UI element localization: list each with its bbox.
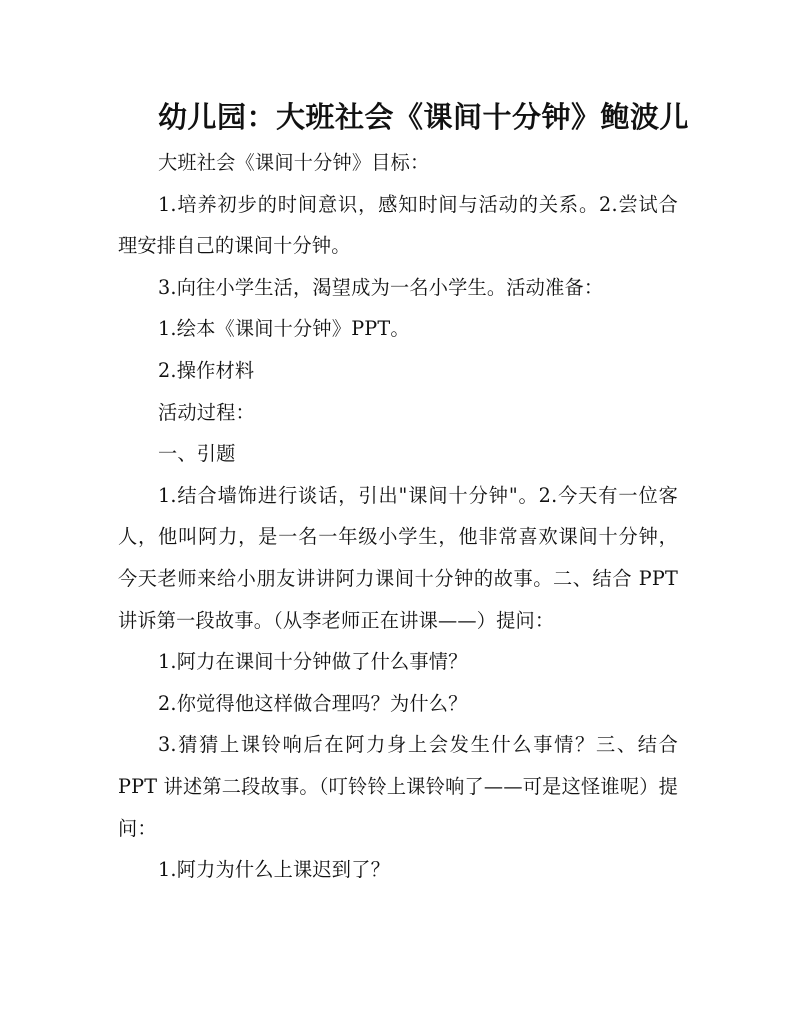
paragraph-question-4: 1.阿力为什么上课迟到了？ bbox=[158, 858, 390, 882]
paragraph-section-1: 一、引题 bbox=[158, 442, 236, 466]
paragraph-prep-2: 2.操作材料 bbox=[158, 358, 255, 382]
paragraph-question-1: 1.阿力在课间十分钟做了什么事情？ bbox=[158, 650, 468, 674]
paragraph-process-heading: 活动过程： bbox=[158, 400, 255, 424]
paragraph-goal-3-preparation: 3.向往小学生活，渴望成为一名小学生。活动准备： bbox=[158, 275, 604, 299]
document-body bbox=[118, 142, 678, 891]
paragraph-question-3: 3.猜猜上课铃响后在阿力身上会发生什么事情？三、结合 PPT 讲述第二段故事。（叮铃铃上课铃响了——可是这怪谁呢）提问： bbox=[118, 733, 678, 840]
paragraph-goals-heading: 大班社会《课间十分钟》目标： bbox=[158, 151, 430, 174]
document-title: 幼儿园：大班社会《课间十分钟》鲍波儿 bbox=[158, 100, 690, 134]
paragraph-goal-1-2: 1.培养初步的时间意识，感知时间与活动的关系。2.尝试合理安排自己的课间十分钟。 bbox=[118, 192, 678, 258]
paragraph-prep-1: 1.绘本《课间十分钟》PPT。 bbox=[158, 317, 410, 341]
paragraph-intro-talk: 1.结合墙饰进行谈话，引出"课间十分钟"。2.今天有一位客人，他叫阿力，是一名一年级小学生，他非常喜欢课间十分钟，今天老师来给小朋友讲讲阿力课间十分钟的故事。二、结合 PPT 讲诉第一段故事。（从李老师正在讲课——）提问： bbox=[118, 483, 678, 632]
paragraph-question-2: 2.你觉得他这样做合理吗？为什么？ bbox=[158, 691, 468, 715]
